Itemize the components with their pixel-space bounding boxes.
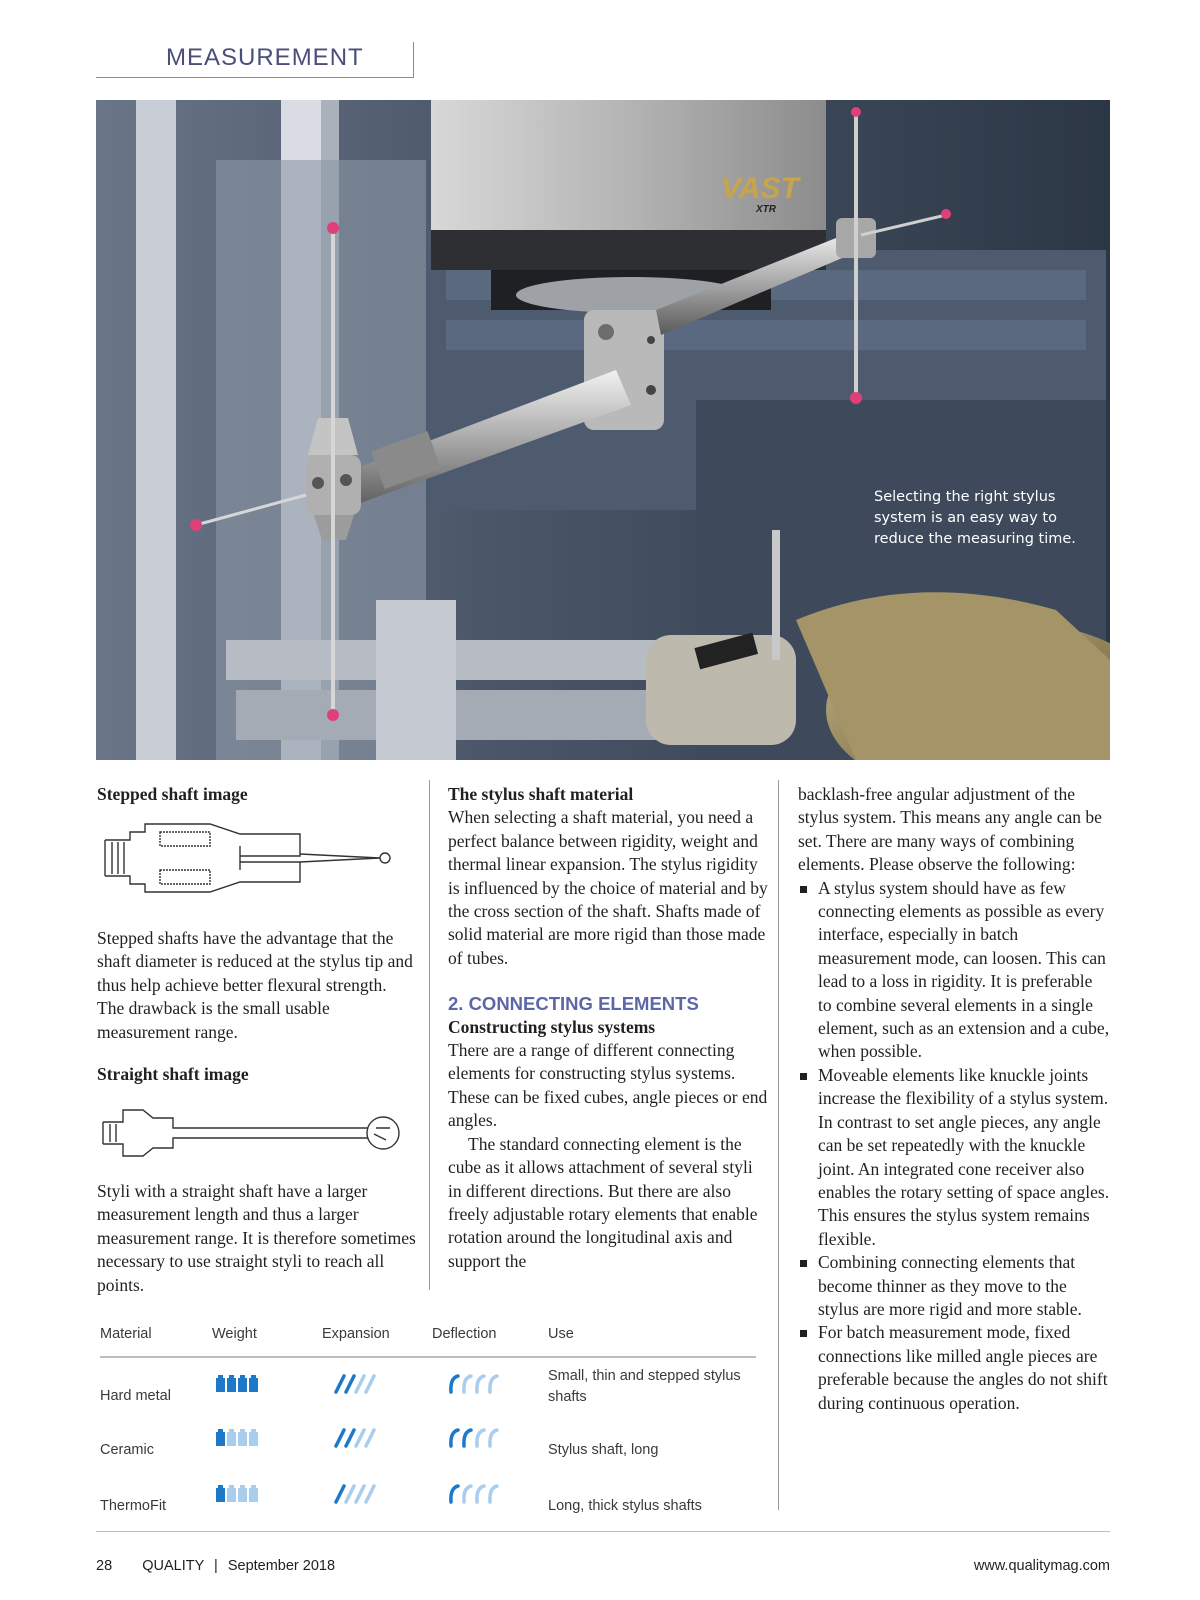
- expansion-icon: [346, 1430, 354, 1446]
- expansion-icon: [346, 1486, 354, 1502]
- guideline-item: A stylus system should have as few connecting elements as possible as every interface, especially in batch measurement mode, can loosen. This can lead to a loss in rigidity. It is preferable to combine several elements in a single element, such as an extension and a cube, when possible.: [798, 877, 1110, 1064]
- deflection-icon: [490, 1376, 497, 1392]
- expansion-icon: [366, 1430, 374, 1446]
- expansion-icon: [336, 1430, 344, 1446]
- weight-icon-cap: [218, 1485, 223, 1488]
- expansion-icon: [336, 1376, 344, 1392]
- deflection-icon: [451, 1376, 458, 1392]
- footer-separator: |: [214, 1558, 218, 1574]
- weight-icon-cap: [229, 1429, 234, 1432]
- column-2: [448, 783, 770, 1273]
- hero-photo: [96, 100, 1110, 760]
- deflection-icon: [464, 1430, 471, 1446]
- deflection-icon: [477, 1376, 484, 1392]
- table-cell-use: Stylus shaft, long: [548, 1442, 659, 1458]
- page-number: 28: [96, 1558, 113, 1574]
- table-cell-use: Long, thick stylus shafts: [548, 1498, 702, 1514]
- table-cell-material: ThermoFit: [100, 1498, 167, 1514]
- expansion-icon: [336, 1486, 344, 1502]
- weight-icon: [227, 1488, 236, 1502]
- cube-text: The standard connecting element is the cube as it allows attachment of several styli in different directions. But there are also freely adjustable rotary elements that enable rotation around the longitudinal axis and support the: [448, 1133, 758, 1271]
- photo-caption: Selecting the right stylus system is an easy way to reduce the measuring time.: [874, 489, 1076, 547]
- weight-icon: [249, 1432, 258, 1446]
- deflection-icon: [451, 1486, 458, 1502]
- connecting-elements-heading: 2. CONNECTING ELEMENTS: [448, 993, 699, 1015]
- table-cell-material: Ceramic: [100, 1442, 154, 1458]
- stepped-shaft-text: Stepped shafts have the advantage that the shaft diameter is reduced at the stylus tip and thus help achieve better flexural strength. The drawback is the small usable measurement range.: [97, 928, 413, 1042]
- weight-icon-cap: [251, 1375, 256, 1378]
- column-divider-left: [429, 780, 430, 1290]
- table-cell-use: Small, thin and stepped stylus shafts: [548, 1368, 741, 1405]
- deflection-icon: [477, 1430, 484, 1446]
- guideline-item: For batch measurement mode, fixed connections like milled angle pieces are preferable because the angles do not shift during continuous operation.: [798, 1321, 1110, 1415]
- deflection-icon: [490, 1430, 497, 1446]
- weight-icon-cap: [240, 1429, 245, 1432]
- expansion-icon: [366, 1376, 374, 1392]
- table-header-expansion: Expansion: [322, 1326, 390, 1342]
- straight-shaft-drawing: [98, 1102, 408, 1164]
- column-1: [97, 783, 417, 806]
- shaft-material-text: When selecting a shaft material, you need a perfect balance between rigidity, weight and thermal linear expansion. The stylus rigidity is influenced by the choice of material and by the cross section of the shaft. Shafts made of solid material are more rigid than those made of tubes.: [448, 807, 768, 968]
- expansion-icon: [356, 1486, 364, 1502]
- weight-icon: [216, 1488, 225, 1502]
- weight-icon-cap: [218, 1429, 223, 1432]
- stepped-shaft-heading: Stepped shaft image: [97, 784, 248, 804]
- stylus-system-illustration: [96, 100, 1110, 760]
- deflection-icon: [451, 1430, 458, 1446]
- footer-website[interactable]: www.qualitymag.com: [973, 1558, 1110, 1574]
- weight-icon: [249, 1378, 258, 1392]
- table-header-material: Material: [100, 1326, 152, 1342]
- column-divider-right: [778, 780, 779, 1510]
- shaft-material-heading: The stylus shaft material: [448, 784, 634, 804]
- rating-icons: [100, 1326, 760, 1526]
- footer-page-info: [96, 1558, 335, 1574]
- footer-rule: [96, 1531, 1110, 1532]
- guideline-list: [798, 877, 1110, 1415]
- constructing-stylus-text: There are a range of different connecting elements for constructing stylus systems. These can be fixed cubes, angle pieces or end angles.: [448, 1040, 768, 1131]
- column-3-intro: backlash-free angular adjustment of the stylus system. This means any angle can be set. There are many ways of combining elements. Please observe the following:: [798, 784, 1102, 875]
- column-3: [798, 783, 1110, 1415]
- table-cell-material: Hard metal: [100, 1388, 171, 1404]
- constructing-stylus-heading: Constructing stylus systems: [448, 1016, 656, 1037]
- expansion-icon: [346, 1376, 354, 1392]
- expansion-icon: [356, 1430, 364, 1446]
- weight-icon: [238, 1432, 247, 1446]
- table-header-use: Use: [548, 1326, 574, 1342]
- weight-icon-cap: [251, 1429, 256, 1432]
- weight-icon-cap: [229, 1375, 234, 1378]
- expansion-icon: [366, 1486, 374, 1502]
- weight-icon: [227, 1432, 236, 1446]
- weight-icon-cap: [251, 1485, 256, 1488]
- table-header-weight: Weight: [212, 1326, 257, 1342]
- issue-date: September 2018: [227, 1558, 336, 1574]
- weight-icon: [216, 1378, 225, 1392]
- table-header-deflection: Deflection: [432, 1326, 497, 1342]
- weight-icon: [238, 1488, 247, 1502]
- section-title: MEASUREMENT: [166, 44, 364, 71]
- straight-shaft-text: Styli with a straight shaft have a larger measurement length and thus a larger measurement range. It is therefore sometimes necessary to use straight styli to reach all points.: [97, 1181, 416, 1295]
- xtr-logo-text: XTR: [756, 204, 776, 215]
- publication-name: QUALITY: [142, 1558, 204, 1574]
- weight-icon: [227, 1378, 236, 1392]
- expansion-icon: [356, 1376, 364, 1392]
- weight-icon-cap: [229, 1485, 234, 1488]
- deflection-icon: [490, 1486, 497, 1502]
- weight-icon: [216, 1432, 225, 1446]
- stepped-shaft-drawing: [100, 818, 410, 900]
- guideline-item: Moveable elements like knuckle joints increase the flexibility of a stylus system. In contrast to set angle pieces, any angle can be set repeatedly with the knuckle joint. An integrated cone receiver also enables the rotary setting of space angles. This ensures the stylus system remains flexible.: [798, 1064, 1110, 1251]
- weight-icon: [249, 1488, 258, 1502]
- guideline-item: Combining connecting elements that become thinner as they move to the stylus are more rigid and more stable.: [798, 1251, 1110, 1321]
- deflection-icon: [464, 1376, 471, 1392]
- vast-logo-text: VAST: [721, 172, 799, 205]
- deflection-icon: [477, 1486, 484, 1502]
- weight-icon-cap: [218, 1375, 223, 1378]
- weight-icon-cap: [240, 1375, 245, 1378]
- deflection-icon: [464, 1486, 471, 1502]
- straight-shaft-heading: Straight shaft image: [97, 1064, 249, 1084]
- section-header: [96, 42, 414, 78]
- weight-icon-cap: [240, 1485, 245, 1488]
- weight-icon: [238, 1378, 247, 1392]
